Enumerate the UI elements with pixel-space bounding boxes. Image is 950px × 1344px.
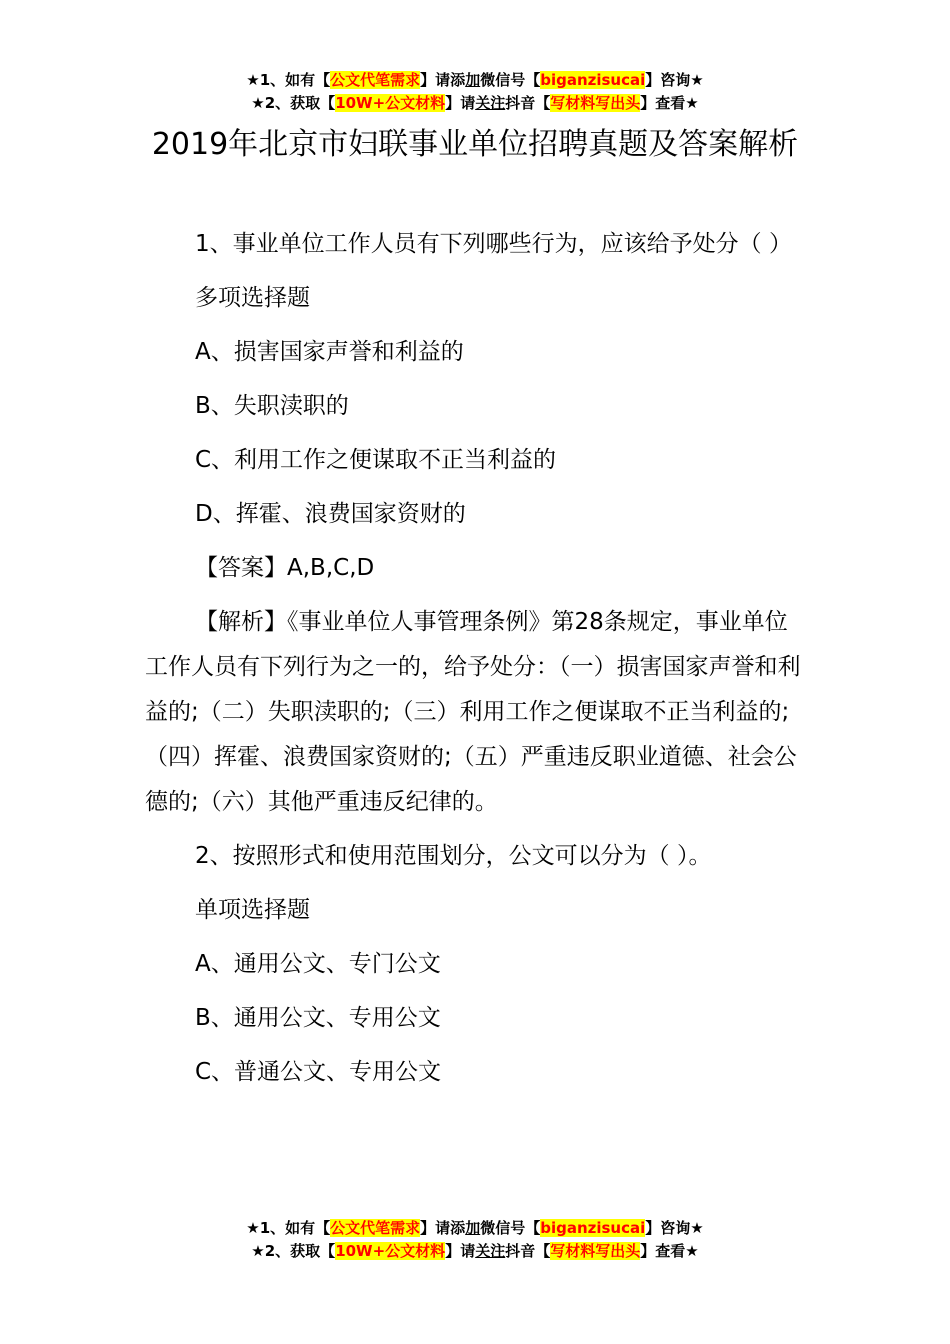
banner-line-2 <box>0 92 950 115</box>
banner-highlight: 写材料写出头 <box>550 1242 641 1260</box>
banner-text: 微信号【 <box>480 71 541 89</box>
banner-text: 】请添 <box>420 71 466 89</box>
banner-highlight: 10W+公文材料 <box>335 1242 446 1260</box>
banner-text: ★2、获取【 <box>251 1242 336 1260</box>
question-1-option-a: A、损害国家声誉和利益的 <box>195 339 464 365</box>
banner-text: ★1、如有【 <box>246 1219 331 1237</box>
question-1-answer: 【答案】A,B,C,D <box>195 555 375 581</box>
banner-text: 】查看★ <box>640 94 699 112</box>
banner-highlight: 公文代笔需求 <box>330 71 421 89</box>
question-2-option-b: B、通用公文、专用公文 <box>195 1005 441 1031</box>
banner-text: 】咨询★ <box>645 71 704 89</box>
banner-text: ★1、如有【 <box>246 71 331 89</box>
question-1-option-b: B、失职渎职的 <box>195 393 349 419</box>
footer-banner <box>0 1217 950 1263</box>
banner-text: 】请 <box>445 1242 476 1260</box>
header-banner <box>0 69 950 115</box>
banner-text: 关注 <box>475 94 506 112</box>
page-title: 2019年北京市妇联事业单位招聘真题及答案解析 <box>151 127 799 162</box>
question-1-type: 多项选择题 <box>195 285 310 311</box>
question-1-option-d: D、挥霍、浪费国家资财的 <box>195 501 466 527</box>
banner-highlight: 写材料写出头 <box>550 94 641 112</box>
question-2-type: 单项选择题 <box>195 897 310 923</box>
banner-highlight: biganzisucai <box>540 71 646 89</box>
banner-text: 加 <box>465 71 481 89</box>
banner-text: 抖音【 <box>505 94 551 112</box>
banner-highlight: 公文代笔需求 <box>330 1219 421 1237</box>
question-1-stem: 1、事业单位工作人员有下列哪些行为，应该给予处分（ ） <box>195 231 792 257</box>
banner-text: 】请添 <box>420 1219 466 1237</box>
document-body <box>145 222 810 1104</box>
banner-text: 抖音【 <box>505 1242 551 1260</box>
banner-highlight: biganzisucai <box>540 1219 646 1237</box>
banner-text: ★2、获取【 <box>251 94 336 112</box>
banner-text: 】查看★ <box>640 1242 699 1260</box>
banner-text: 加 <box>465 1219 481 1237</box>
banner-text: 】请 <box>445 94 476 112</box>
banner-highlight: 10W+公文材料 <box>335 94 446 112</box>
banner-text: 微信号【 <box>480 1219 541 1237</box>
question-1-option-c: C、利用工作之便谋取不正当利益的 <box>195 447 557 473</box>
banner-line-1 <box>0 69 950 92</box>
question-1-analysis: 【解析】《事业单位人事管理条例》第28条规定，事业单位工作人员有下列行为之一的，给予处分：（一）损害国家声誉和利益的;（二）失职渎职的;（三）利用工作之便谋取不正当利益的;（四）挥霍、浪费国家资财的;（五）严重违反职业道德、社会公德的;（六）其他严重违反纪律的。 <box>145 609 801 815</box>
question-2-option-a: A、通用公文、专门公文 <box>195 951 441 977</box>
question-2-option-c: C、普通公文、专用公文 <box>195 1059 442 1085</box>
banner-text: 关注 <box>475 1242 506 1260</box>
question-2-stem: 2、按照形式和使用范围划分，公文可以分为（ ）。 <box>195 843 712 869</box>
banner-text: 】咨询★ <box>645 1219 704 1237</box>
banner-line-1 <box>0 1217 950 1240</box>
banner-line-2 <box>0 1240 950 1263</box>
